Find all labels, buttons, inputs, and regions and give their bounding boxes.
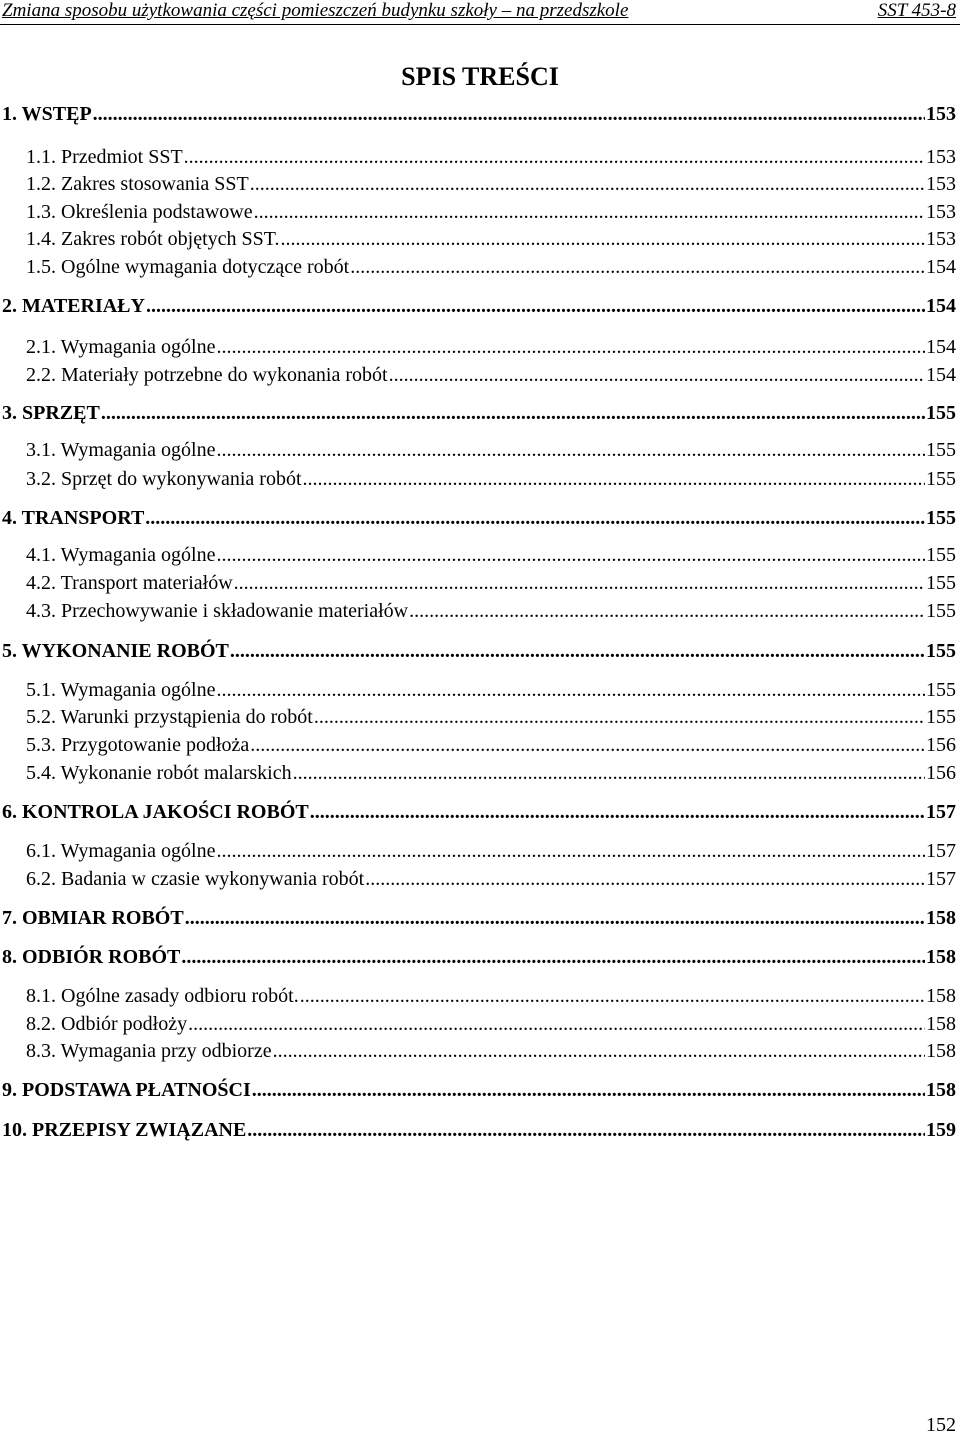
toc-entry-page: 156 <box>926 762 956 784</box>
toc-section-entry[interactable] <box>26 199 956 225</box>
toc-dot-leader <box>93 101 925 127</box>
toc-entry-page: 154 <box>926 364 956 386</box>
toc-entry-label: 5.1. Wymagania ogólne <box>26 679 216 701</box>
toc-dot-leader <box>252 1077 925 1103</box>
toc-entry-page: 155 <box>926 544 956 566</box>
toc-dot-leader <box>280 226 925 252</box>
toc-entry-label: 1.4. Zakres robót objętych SST. <box>26 228 280 250</box>
toc-entry-page: 158 <box>926 985 956 1007</box>
toc-entry-page: 155 <box>926 706 956 728</box>
toc-dot-leader <box>350 254 925 280</box>
toc-entry-page: 153 <box>926 173 956 195</box>
toc-section-entry[interactable] <box>26 362 956 388</box>
toc-entry-label: 1.3. Określenia podstawowe <box>26 201 253 223</box>
toc-entry-page: 154 <box>926 336 956 358</box>
toc-section-entry[interactable] <box>26 598 956 624</box>
toc-chapter-entry[interactable] <box>2 799 956 825</box>
toc-entry-page: 155 <box>926 572 956 594</box>
toc-entry-page: 153 <box>926 201 956 223</box>
toc-entry-label: 10. PRZEPISY ZWIĄZANE <box>2 1119 247 1141</box>
toc-entry-label: 1.1. Przedmiot SST <box>26 146 183 168</box>
toc-entry-label: 1. WSTĘP <box>2 103 92 125</box>
toc-dot-leader <box>181 944 925 970</box>
toc-entry-page: 154 <box>926 295 956 317</box>
toc-section-entry[interactable] <box>26 171 956 197</box>
toc-entry-label: 5.3. Przygotowanie podłoża <box>26 734 250 756</box>
toc-entry-page: 158 <box>926 1013 956 1035</box>
toc-chapter-entry[interactable] <box>2 905 956 931</box>
toc-section-entry[interactable] <box>26 838 956 864</box>
toc-section-entry[interactable] <box>26 866 956 892</box>
toc-entry-label: 6. KONTROLA JAKOŚCI ROBÓT <box>2 801 309 823</box>
toc-dot-leader <box>101 400 925 426</box>
toc-entry-label: 4.1. Wymagania ogólne <box>26 544 216 566</box>
toc-entry-label: 2. MATERIAŁY <box>2 295 145 317</box>
toc-entry-label: 3. SPRZĘT <box>2 402 100 424</box>
toc-section-entry[interactable] <box>26 144 956 170</box>
page-number: 152 <box>926 1414 956 1436</box>
toc-title: SPIS TREŚCI <box>401 62 559 91</box>
toc-entry-page: 154 <box>926 256 956 278</box>
toc-entry-page: 159 <box>926 1119 956 1141</box>
toc-entry-label: 4.2. Transport materiałów <box>26 572 233 594</box>
toc-dot-leader <box>303 466 925 492</box>
toc-chapter-entry[interactable] <box>2 944 956 970</box>
toc-entry-page: 158 <box>926 946 956 968</box>
toc-entry-label: 8.3. Wymagania przy odbiorze <box>26 1040 272 1062</box>
toc-section-entry[interactable] <box>26 1011 956 1037</box>
toc-entry-page: 155 <box>926 439 956 461</box>
toc-dot-leader <box>247 1117 925 1143</box>
toc-entry-label: 4. TRANSPORT <box>2 507 145 529</box>
toc-section-entry[interactable] <box>26 437 956 463</box>
toc-entry-page: 157 <box>926 868 956 890</box>
toc-dot-leader <box>217 542 926 568</box>
toc-entry-label: 3.2. Sprzęt do wykonywania robót <box>26 468 302 490</box>
toc-section-entry[interactable] <box>26 1038 956 1064</box>
toc-dot-leader <box>250 171 925 197</box>
toc-entry-label: 4.3. Przechowywanie i składowanie materiałów <box>26 600 409 622</box>
toc-section-entry[interactable] <box>26 983 956 1009</box>
toc-dot-leader <box>310 799 925 825</box>
toc-section-entry[interactable] <box>26 542 956 568</box>
toc-section-entry[interactable] <box>26 226 956 252</box>
toc-dot-leader <box>293 760 925 786</box>
toc-section-entry[interactable] <box>26 760 956 786</box>
toc-entry-page: 155 <box>926 679 956 701</box>
toc-dot-leader <box>273 1038 925 1064</box>
toc-section-entry[interactable] <box>26 334 956 360</box>
toc-section-entry[interactable] <box>26 570 956 596</box>
toc-dot-leader <box>184 144 925 170</box>
toc-entry-label: 5.4. Wykonanie robót malarskich <box>26 762 292 784</box>
toc-dot-leader <box>250 732 925 758</box>
toc-section-entry[interactable] <box>26 732 956 758</box>
toc-dot-leader <box>188 1011 925 1037</box>
toc-dot-leader <box>365 866 925 892</box>
toc-dot-leader <box>217 677 926 703</box>
toc-dot-leader <box>254 199 925 225</box>
toc-entry-page: 153 <box>926 228 956 250</box>
toc-chapter-entry[interactable] <box>2 400 956 426</box>
toc-chapter-entry[interactable] <box>2 1117 956 1143</box>
toc-dot-leader <box>409 598 925 624</box>
toc-entry-label: 7. OBMIAR ROBÓT <box>2 907 184 929</box>
toc-entry-page: 155 <box>926 600 956 622</box>
toc-entry-label: 2.1. Wymagania ogólne <box>26 336 216 358</box>
toc-entry-page: 158 <box>926 1079 956 1101</box>
toc-entry-page: 155 <box>926 640 956 662</box>
toc-entry-label: 2.2. Materiały potrzebne do wykonania robót <box>26 364 388 386</box>
toc-entry-page: 155 <box>926 507 956 529</box>
toc-entry-label: 5.2. Warunki przystąpienia do robót <box>26 706 313 728</box>
toc-entry-label: 8.1. Ogólne zasady odbioru robót. <box>26 985 299 1007</box>
toc-section-entry[interactable] <box>26 704 956 730</box>
toc-entry-page: 155 <box>926 402 956 424</box>
toc-chapter-entry[interactable] <box>2 505 956 531</box>
toc-dot-leader <box>146 293 925 319</box>
toc-chapter-entry[interactable] <box>2 293 956 319</box>
toc-entry-label: 1.2. Zakres stosowania SST <box>26 173 249 195</box>
toc-entry-label: 5. WYKONANIE ROBÓT <box>2 640 229 662</box>
toc-dot-leader <box>217 437 926 463</box>
toc-entry-label: 3.1. Wymagania ogólne <box>26 439 216 461</box>
toc-chapter-entry[interactable] <box>2 1077 956 1103</box>
toc-entry-label: 1.5. Ogólne wymagania dotyczące robót <box>26 256 350 278</box>
toc-entry-page: 153 <box>926 103 956 125</box>
toc-dot-leader <box>314 704 925 730</box>
header-spec-code: SST 453-8 <box>877 0 956 21</box>
toc-entry-label: 6.1. Wymagania ogólne <box>26 840 216 862</box>
toc-entry-page: 158 <box>926 1040 956 1062</box>
toc-entry-page: 157 <box>926 840 956 862</box>
header-document-title: Zmiana sposobu użytkowania części pomieszczeń budynku szkoły – na przedszkole <box>2 0 629 21</box>
toc-entry-page: 156 <box>926 734 956 756</box>
toc-dot-leader <box>185 905 925 931</box>
toc-chapter-entry[interactable] <box>2 101 956 127</box>
toc-entry-page: 157 <box>926 801 956 823</box>
toc-section-entry[interactable] <box>26 254 956 280</box>
toc-section-entry[interactable] <box>26 466 956 492</box>
toc-entry-label: 9. PODSTAWA PŁATNOŚCI <box>2 1079 251 1101</box>
toc-entry-label: 8.2. Odbiór podłoży <box>26 1013 188 1035</box>
toc-dot-leader <box>145 505 925 531</box>
toc-dot-leader <box>300 983 925 1009</box>
toc-dot-leader <box>389 362 925 388</box>
toc-dot-leader <box>217 838 926 864</box>
toc-entry-page: 158 <box>926 907 956 929</box>
toc-chapter-entry[interactable] <box>2 638 956 664</box>
toc-entry-label: 8. ODBIÓR ROBÓT <box>2 946 181 968</box>
toc-entry-label: 6.2. Badania w czasie wykonywania robót <box>26 868 365 890</box>
toc-dot-leader <box>230 638 925 664</box>
toc-entry-page: 155 <box>926 468 956 490</box>
toc-dot-leader <box>217 334 926 360</box>
toc-dot-leader <box>234 570 925 596</box>
toc-section-entry[interactable] <box>26 677 956 703</box>
toc-entry-page: 153 <box>926 146 956 168</box>
